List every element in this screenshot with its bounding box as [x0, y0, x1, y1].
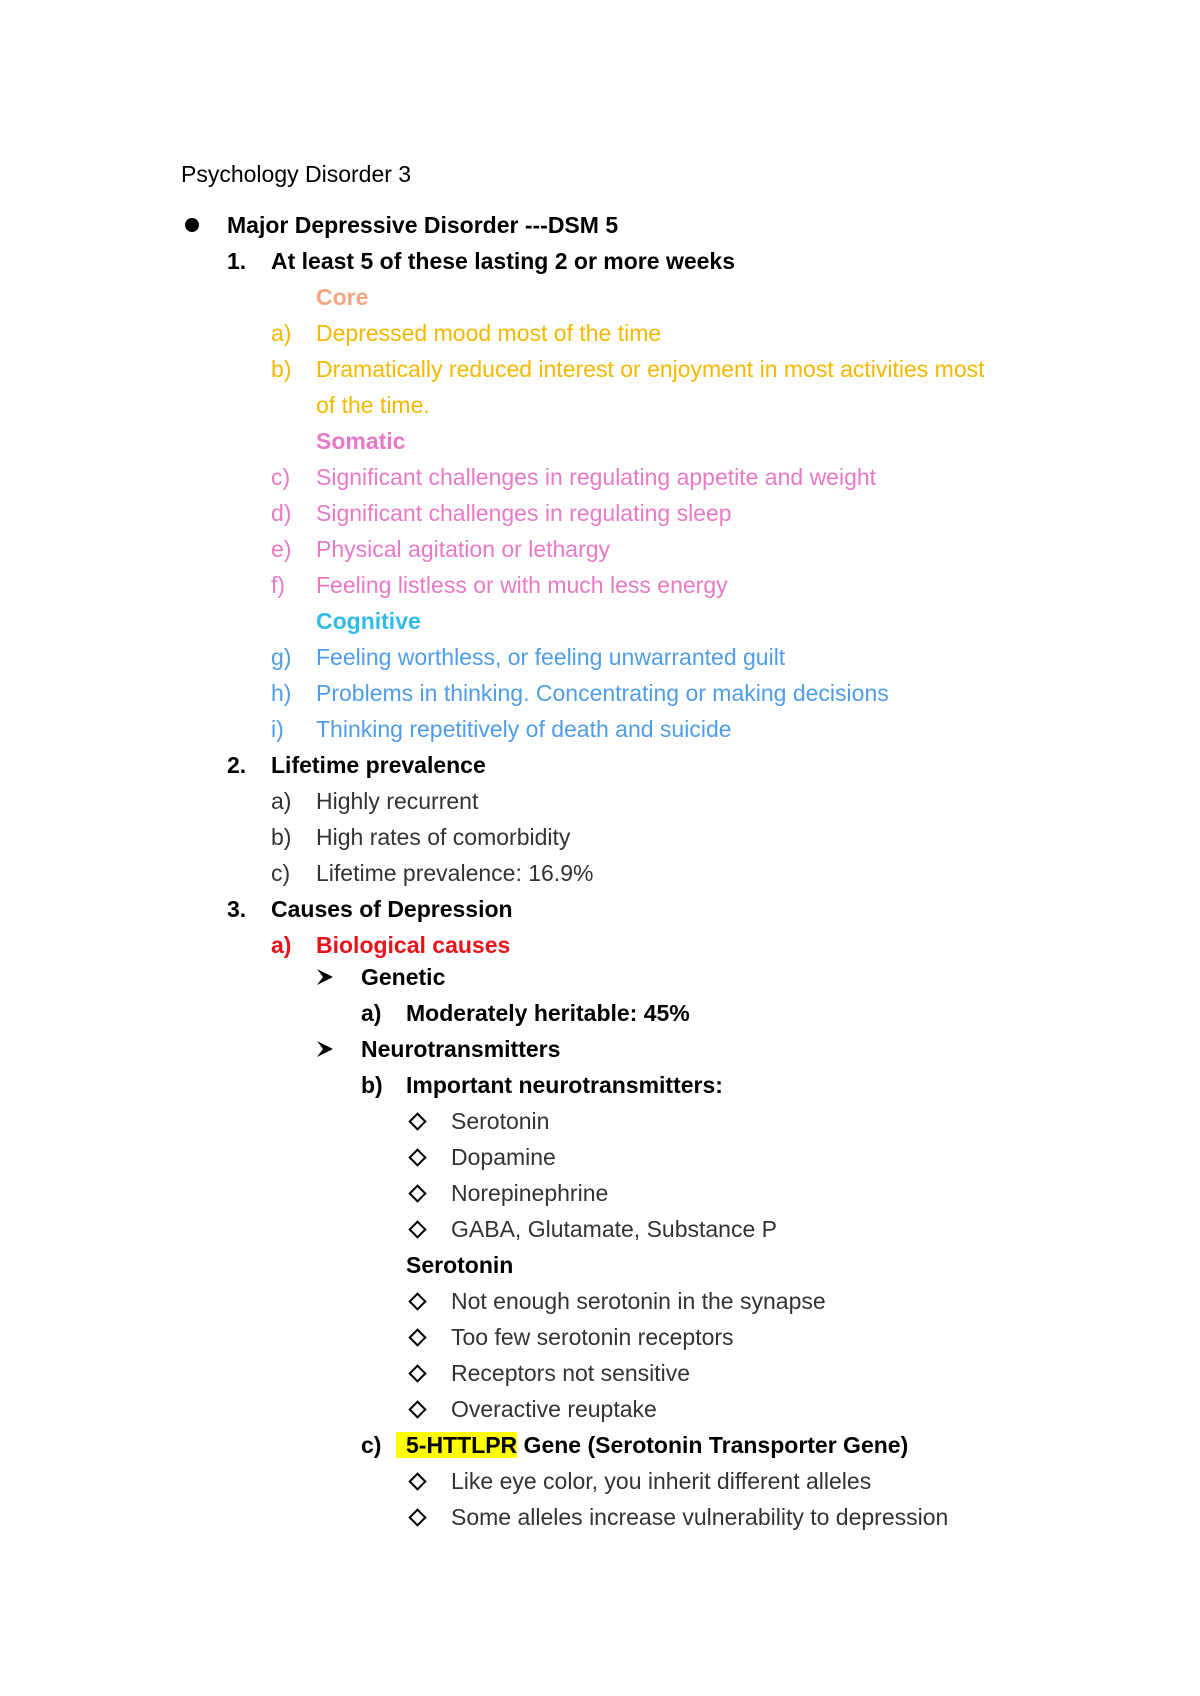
list-item: Too few serotonin receptors: [451, 1324, 734, 1350]
list-item: Significant challenges in regulating appetite and weight: [316, 464, 877, 490]
subheading-biological: Biological causes: [316, 932, 511, 958]
list-item: Overactive reuptake: [451, 1396, 657, 1422]
serotonin-heading: Serotonin: [406, 1252, 514, 1278]
group-label-core: Core: [316, 284, 369, 310]
group-label-cognitive: Cognitive: [316, 608, 421, 634]
list-item: Feeling worthless, or feeling unwarranted guilt: [316, 644, 786, 670]
list-heading: At least 5 of these lasting 2 or more weeks: [271, 248, 735, 274]
item-mark: a): [271, 788, 292, 814]
diamond-bullet-icon: [408, 1364, 426, 1382]
list-number: 3.: [227, 896, 247, 922]
item-mark: c): [361, 1432, 382, 1458]
list-item: Some alleles increase vulnerability to depression: [451, 1504, 949, 1530]
list-item: Thinking repetitively of death and suicide: [316, 716, 732, 742]
item-mark: i): [271, 716, 284, 742]
item-mark: a): [271, 320, 292, 346]
list-item: Dramatically reduced interest or enjoyment in most activities most: [316, 356, 985, 382]
item-mark: f): [271, 572, 286, 598]
list-item: Not enough serotonin in the synapse: [451, 1288, 826, 1314]
item-mark: a): [271, 932, 292, 958]
diamond-bullet-icon: [408, 1472, 426, 1490]
section-heading: Major Depressive Disorder ---DSM 5: [227, 212, 619, 238]
gene-heading: [396, 1430, 908, 1460]
list-item: Norepinephrine: [451, 1180, 609, 1206]
list-item-continuation: of the time.: [316, 392, 430, 418]
diamond-bullet-icon: [408, 1292, 426, 1310]
list-item: Physical agitation or lethargy: [316, 536, 611, 562]
list-item: GABA, Glutamate, Substance P: [451, 1216, 777, 1242]
item-mark: h): [271, 680, 292, 706]
item-mark: d): [271, 500, 292, 526]
diamond-bullet-icon: [408, 1220, 426, 1238]
item-mark: a): [361, 1000, 382, 1026]
list-item: Important neurotransmitters:: [406, 1072, 723, 1098]
list-item: Serotonin: [451, 1108, 550, 1134]
list-item: Problems in thinking. Concentrating or making decisions: [316, 680, 889, 706]
list-item: Dopamine: [451, 1144, 556, 1170]
item-mark: g): [271, 644, 292, 670]
list-item: Lifetime prevalence: 16.9%: [316, 860, 594, 886]
list-item: Like eye color, you inherit different alleles: [451, 1468, 872, 1494]
diamond-bullet-icon: [408, 1508, 426, 1526]
highlighted-gene-name: 5-HTTLPR: [396, 1432, 517, 1458]
item-mark: e): [271, 536, 292, 562]
list-item: Significant challenges in regulating sleep: [316, 500, 732, 526]
list-item: Highly recurrent: [316, 788, 479, 814]
diamond-bullet-icon: [408, 1112, 426, 1130]
list-heading: Lifetime prevalence: [271, 752, 486, 778]
list-item: Depressed mood most of the time: [316, 320, 662, 346]
list-item: Feeling listless or with much less energy: [316, 572, 728, 598]
list-item: Receptors not sensitive: [451, 1360, 691, 1386]
genetic-label: Genetic: [361, 964, 446, 990]
bullet-icon: [185, 218, 199, 232]
list-item: Moderately heritable: 45%: [406, 1000, 690, 1026]
neurotransmitters-label: Neurotransmitters: [361, 1036, 561, 1062]
item-mark: b): [271, 356, 292, 382]
diamond-bullet-icon: [408, 1400, 426, 1418]
group-label-somatic: Somatic: [316, 428, 406, 454]
item-mark: b): [361, 1072, 383, 1098]
page-title: Psychology Disorder 3: [181, 161, 412, 187]
item-mark: b): [271, 824, 292, 850]
list-number: 2.: [227, 752, 247, 778]
arrow-bullet-icon: [316, 1040, 334, 1058]
list-number: 1.: [227, 248, 247, 274]
item-mark: c): [271, 860, 291, 886]
item-mark: c): [271, 464, 291, 490]
arrow-bullet-icon: [316, 968, 334, 986]
list-item: High rates of comorbidity: [316, 824, 571, 850]
list-heading: Causes of Depression: [271, 896, 513, 922]
diamond-bullet-icon: [408, 1148, 426, 1166]
gene-heading-rest: Gene (Serotonin Transporter Gene): [517, 1432, 909, 1458]
diamond-bullet-icon: [408, 1184, 426, 1202]
diamond-bullet-icon: [408, 1328, 426, 1346]
